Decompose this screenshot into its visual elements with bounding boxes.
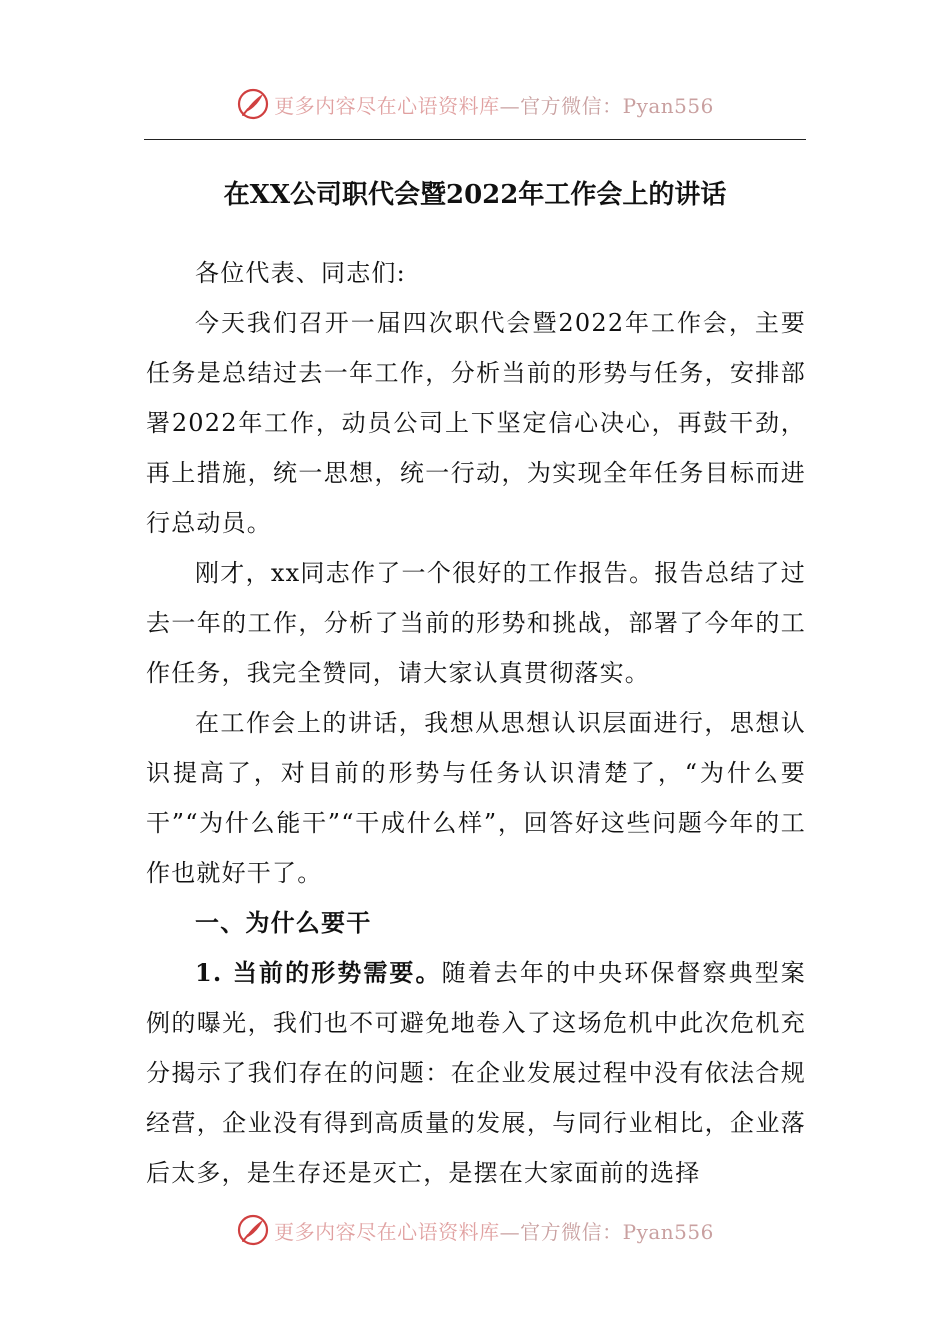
point-1-lead: 1. 当前的形势需要。 [195,958,442,987]
section-heading: 一、为什么要干 [195,908,372,937]
point-1-text: 随着去年的中央环保督察典型案例的曝光，我们也不可避免地卷入了这场危机中此次危机充分揭示了我们存在的问题：在企业发展过程中没有依法合规经营，企业没有得到高质量的发展，与同行业相比，企业落后太多，是生存还是灭亡，是摆在大家面前的选择 [146,959,806,1187]
paragraph-1: 今天我们召开一届四次职代会暨2022年工作会，主要任务是总结过去一年工作，分析当前的形势与任务，安排部署2022年工作，动员公司上下坚定信心决心，再鼓干劲，再上措施，统一思想，统一行动，为实现全年任务目标而进行总动员。 [146,309,806,537]
paragraph-2: 刚才，xx同志作了一个很好的工作报告。报告总结了过去一年的工作，分析了当前的形势和挑战，部署了今年的工作任务，我完全赞同，请大家认真贯彻落实。 [146,559,806,687]
watermark-text: 更多内容尽在心语资料库—官方微信：Pyan556 [274,93,714,118]
paragraph-3: 在工作会上的讲话，我想从思想认识层面进行，思想认识提高了，对目前的形势与任务认识清楚了，“为什么要干”“为什么能干”“干成什么样”，回答好这些问题今年的工作也就好干了。 [146,709,806,887]
watermark-text: 更多内容尽在心语资料库—官方微信：Pyan556 [274,1219,714,1244]
feather-quill-logo-icon [236,87,270,121]
point-1-paragraph [146,948,806,1198]
document-body [146,248,806,1198]
header-divider [144,139,806,140]
feather-quill-logo-icon [236,1213,270,1247]
footer-watermark [0,1210,950,1250]
document-title: 在XX公司职代会暨2022年工作会上的讲话 [223,180,727,210]
salutation: 各位代表、同志们: [195,259,406,287]
header-watermark [0,84,950,124]
